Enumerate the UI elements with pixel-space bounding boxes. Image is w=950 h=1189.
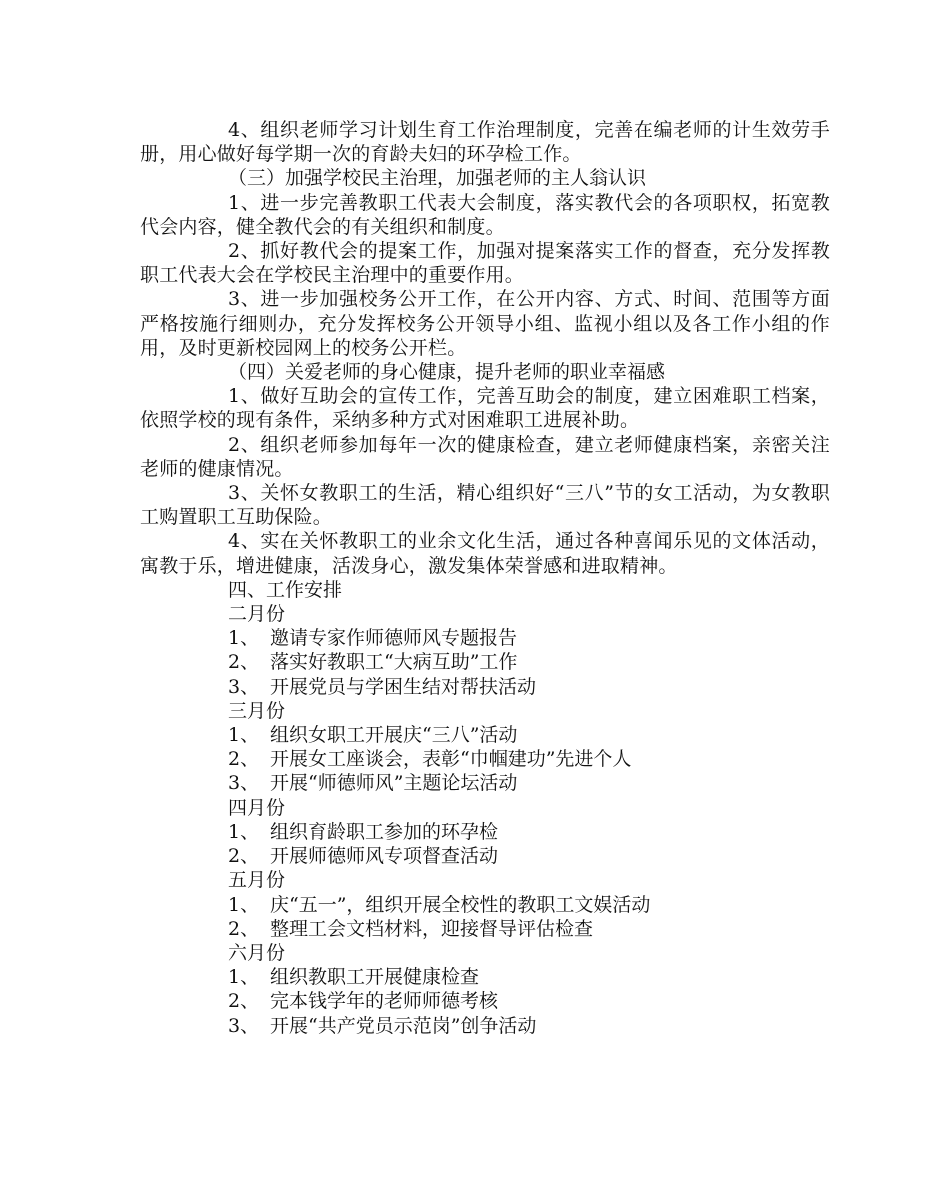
paragraph: 4、组织老师学习计划生育工作治理制度，完善在编老师的计生效劳手册，用心做好每学期一次的育龄夫妇的环孕检工作。 — [140, 119, 830, 166]
schedule-item — [140, 844, 830, 868]
item-text: 完本钱学年的老师师德考核 — [270, 990, 499, 1013]
month-heading: 五月份 — [228, 869, 286, 892]
paragraph: 1、进一步完善教职工代表大会制度，落实教代会的各项职权，拓宽教代会内容，健全教代会的有关组织和制度。 — [140, 191, 830, 238]
item-number: 1、 — [228, 820, 260, 843]
schedule-item — [140, 1014, 830, 1038]
schedule-item — [140, 771, 830, 795]
document-body — [140, 118, 830, 1038]
item-text: 开展师德师风专项督查活动 — [270, 845, 499, 868]
month-heading: 二月份 — [228, 603, 286, 626]
month-heading: 六月份 — [228, 941, 286, 964]
item-text: 落实好教职工“大病互助”工作 — [270, 651, 518, 674]
item-text: 开展党员与学困生结对帮扶活动 — [270, 675, 537, 698]
schedule-item — [140, 989, 830, 1013]
paragraph: 2、抓好教代会的提案工作，加强对提案落实工作的督查，充分发挥教职工代表大会在学校民主治理中的重要作用。 — [140, 240, 830, 287]
item-number: 2、 — [228, 845, 260, 868]
schedule-item — [140, 965, 830, 989]
item-number: 1、 — [228, 893, 260, 916]
schedule-item — [140, 747, 830, 771]
item-number: 2、 — [228, 748, 260, 771]
paragraph: 1、做好互助会的宣传工作，完善互助会的制度，建立困难职工档案，依照学校的现有条件，采纳多种方式对困难职工进展补助。 — [140, 385, 830, 432]
paragraph: 3、关怀女教职工的生活，精心组织好“三八”节的女工活动，为女教职工购置职工互助保险。 — [140, 482, 830, 529]
schedule-item — [140, 650, 830, 674]
paragraph: 3、进一步加强校务公开工作，在公开内容、方式、时间、范围等方面严格按施行细则办，充分发挥校务公开领导小组、监视小组以及各工作小组的作用，及时更新校园网上的校务公开栏。 — [140, 288, 830, 359]
item-number: 3、 — [228, 772, 260, 795]
item-number: 2、 — [228, 917, 260, 940]
schedule-item — [140, 675, 830, 699]
item-number: 2、 — [228, 990, 260, 1013]
item-text: 整理工会文档材料，迎接督导评估检查 — [270, 917, 594, 940]
schedule-heading: 四、工作安排 — [228, 578, 343, 601]
section-heading: （四）关爱老师的身心健康，提升老师的职业幸福感 — [228, 361, 666, 384]
item-text: 开展女工座谈会，表彰“巾帼建功”先进个人 — [270, 748, 632, 771]
schedule-item — [140, 626, 830, 650]
item-number: 3、 — [228, 675, 260, 698]
item-text: 邀请专家作师德师风专题报告 — [270, 627, 518, 650]
item-number: 1、 — [228, 627, 260, 650]
schedule-item — [140, 723, 830, 747]
section-heading: （三）加强学校民主治理，加强老师的主人翁认识 — [228, 167, 647, 190]
schedule-item — [140, 917, 830, 941]
month-heading: 三月份 — [228, 699, 286, 722]
item-text: 开展“共产党员示范岗”创争活动 — [270, 1014, 537, 1037]
item-text: 组织育龄职工参加的环孕检 — [270, 820, 499, 843]
schedule-item — [140, 820, 830, 844]
item-text: 庆“五一”，组织开展全校性的教职工文娱活动 — [270, 893, 651, 916]
schedule-item — [140, 893, 830, 917]
paragraph: 4、实在关怀教职工的业余文化生活，通过各种喜闻乐见的文体活动，寓教于乐，增进健康，活泼身心，激发集体荣誉感和进取精神。 — [140, 530, 830, 577]
item-number: 1、 — [228, 724, 260, 747]
item-text: 开展“师德师风”主题论坛活动 — [270, 772, 518, 795]
month-heading: 四月份 — [228, 796, 286, 819]
item-text: 组织女职工开展庆“三八”活动 — [270, 724, 518, 747]
item-number: 3、 — [228, 1014, 260, 1037]
paragraph: 2、组织老师参加每年一次的健康检查，建立老师健康档案，亲密关注老师的健康情况。 — [140, 433, 830, 480]
item-text: 组织教职工开展健康检查 — [270, 966, 480, 989]
item-number: 1、 — [228, 966, 260, 989]
item-number: 2、 — [228, 651, 260, 674]
